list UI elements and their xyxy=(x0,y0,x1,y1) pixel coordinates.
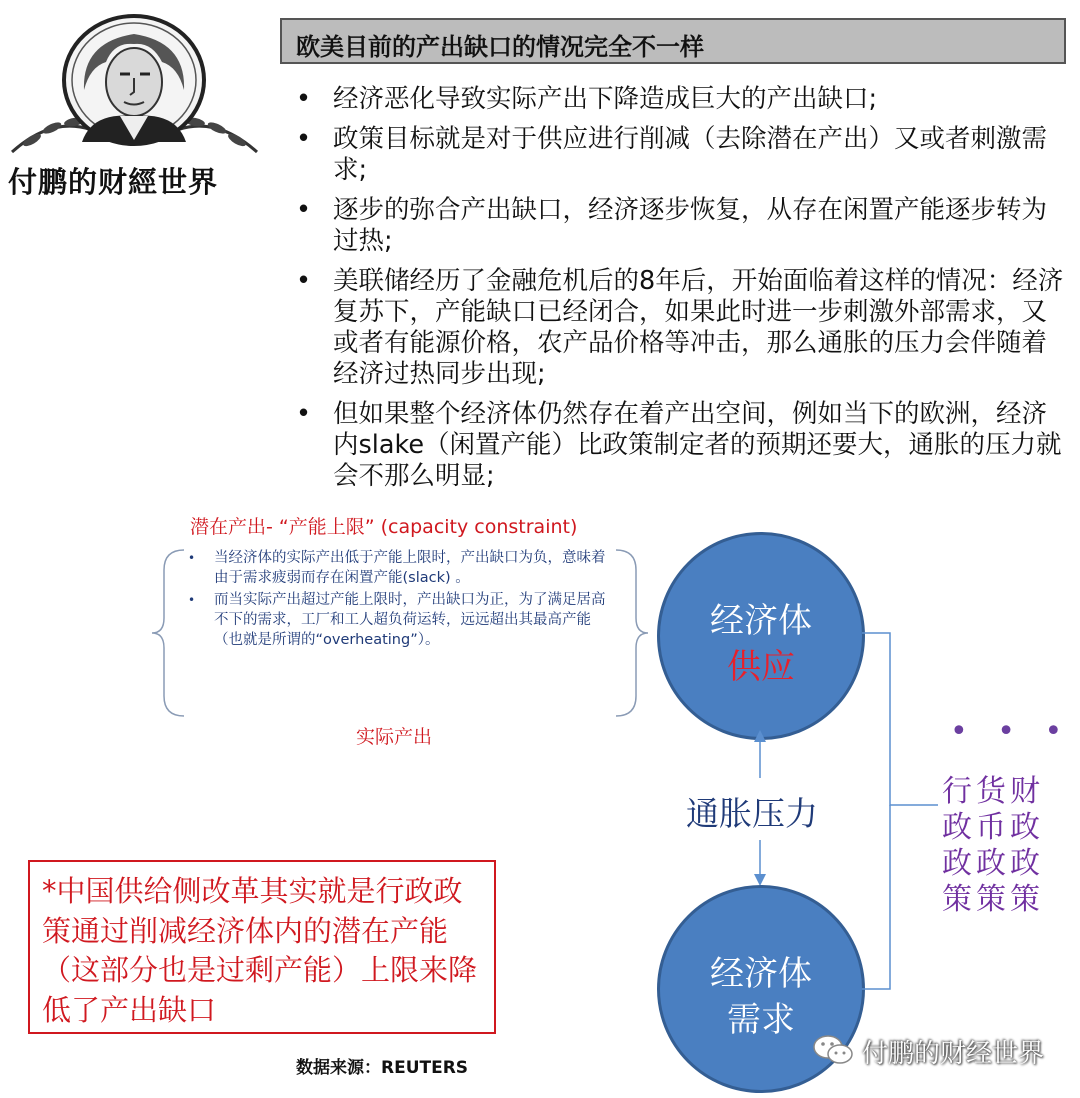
logo-text: 付鹏的财經世界 xyxy=(8,165,219,199)
supply-label-line2: 供应 xyxy=(727,647,795,687)
bullet-list xyxy=(292,84,1072,501)
bullet-text: 逐步的弥合产出缺口，经济逐步恢复，从存在闲置产能逐步转为过热; xyxy=(333,195,1048,256)
bullet-text: 经济恶化导致实际产出下降造成巨大的产出缺口; xyxy=(333,84,878,114)
franklin-portrait-icon xyxy=(2,12,267,162)
bullet-dot: • xyxy=(188,593,196,607)
bullet-item xyxy=(292,195,1072,257)
bullet-text: 政策目标就是对于供应进行削减（去除潜在产出）又或者刺激需求; xyxy=(333,124,1048,185)
bullet-dot: • xyxy=(296,124,312,154)
demand-label-line1: 经济体 xyxy=(710,954,812,994)
monetary-policy-label: 货币政策 xyxy=(976,774,1006,917)
bullet-item xyxy=(292,399,1072,492)
watermark-text: 付鹏的财经世界 xyxy=(862,1039,1045,1069)
left-brace-icon xyxy=(150,548,190,718)
capacity-item xyxy=(186,590,616,650)
bullet-item xyxy=(292,124,1072,186)
ellipsis: • • • xyxy=(950,714,1073,749)
supply-circle xyxy=(657,532,865,740)
title-bar xyxy=(280,18,1066,64)
admin-policy-label: 行政政策 xyxy=(942,774,972,917)
fiscal-policy-label: 财政政策 xyxy=(1010,774,1040,917)
capacity-item xyxy=(186,548,616,588)
bullet-item xyxy=(292,84,1072,115)
capacity-item-text: 当经济体的实际产出低于产能上限时，产出缺口为负，意味着由于需求疲弱而存在闲置产能(slack) 。 xyxy=(214,550,606,586)
inflation-pressure-label: 通胀压力 xyxy=(686,794,818,833)
capacity-item-text: 而当实际产出超过产能上限时，产出缺口为正，为了满足居高不下的需求，工厂和工人超负荷运转，远远超出其最高产能（也就是所谓的“overheating”）。 xyxy=(214,592,606,648)
china-note-box xyxy=(28,860,496,1034)
bullet-dot: • xyxy=(296,266,312,296)
policy-bracket-icon xyxy=(860,625,940,995)
china-note-text: *中国供给侧改革其实就是行政政策通过削减经济体内的潜在产能（这部分也是过剩产能）上限来降低了产出缺口 xyxy=(42,874,478,1027)
bullet-dot: • xyxy=(188,551,196,565)
wechat-icon xyxy=(812,1034,856,1066)
bullet-item xyxy=(292,266,1072,390)
page-title: 欧美目前的产出缺口的情况完全不一样 xyxy=(296,33,704,61)
actual-output-label: 实际产出 xyxy=(356,726,433,748)
right-brace-icon xyxy=(610,548,650,718)
bullet-dot: • xyxy=(296,84,312,114)
demand-label-line2: 需求 xyxy=(727,1000,795,1040)
supply-label-line1: 经济体 xyxy=(710,601,812,641)
capacity-list xyxy=(186,548,616,652)
bullet-text: 但如果整个经济体仍然存在着产出空间，例如当下的欧洲，经济内slake（闲置产能）比政策制定者的预期还要大，通胀的压力就会不那么明显; xyxy=(333,399,1062,491)
capacity-title: 潜在产出- “产能上限” (capacity constraint) xyxy=(190,516,578,538)
bullet-dot: • xyxy=(296,399,312,429)
bullet-dot: • xyxy=(296,195,312,225)
source-label: 数据来源：REUTERS xyxy=(296,1058,469,1078)
bullet-text: 美联储经历了金融危机后的8年后，开始面临着这样的情况：经济复苏下，产能缺口已经闭合，如果此时进一步刺激外部需求，又或者有能源价格，农产品价格等冲击，那么通胀的压力会伴随着经济过热同步出现; xyxy=(333,266,1064,389)
